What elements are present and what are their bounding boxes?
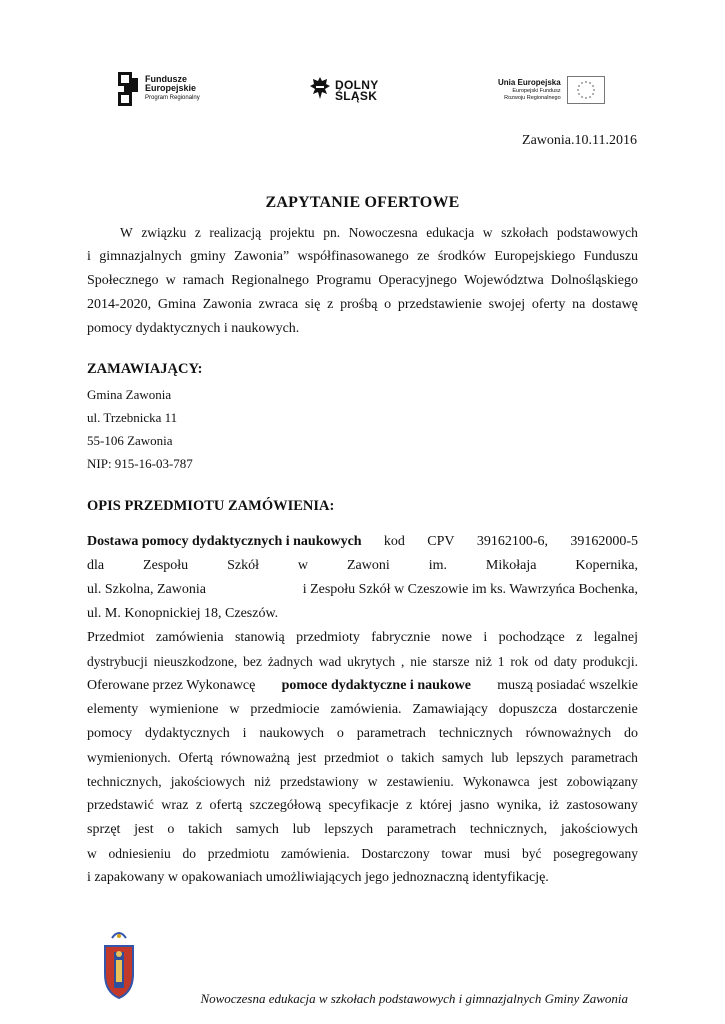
opis-p2-line-2-w3: żadnych bbox=[267, 654, 313, 669]
opis-p2-line-6-w10: parametrach bbox=[571, 750, 638, 765]
opis-p2-line-6-w2: równoważną bbox=[220, 750, 290, 765]
opis-p2-line-2-w4: wad bbox=[318, 654, 342, 669]
opis-line-2-w3: w bbox=[297, 558, 309, 573]
opis-p2-line-4 bbox=[87, 698, 638, 722]
intro-line-1-w3: realizacją bbox=[209, 225, 262, 240]
footer-text: Nowoczesna edukacja w szkołach podstawowych i gimnazjalnych Gminy Zawonia bbox=[200, 991, 628, 1006]
ds-logo-line2: ŚLĄSK bbox=[335, 88, 378, 103]
intro-line-4-w1: Gmina bbox=[157, 297, 197, 312]
fundusze-europejskie-mark-icon bbox=[118, 72, 140, 106]
opis-p2-line-9-w6: lepszych bbox=[324, 822, 374, 837]
intro-line-3-w0: Społecznego bbox=[87, 273, 159, 288]
opis-p2-line-8-w10: iż bbox=[548, 798, 559, 813]
opis-p2-line-9-w2: o bbox=[167, 822, 175, 837]
opis-p2-line-4-w7: dostarczenie bbox=[567, 702, 638, 717]
intro-line-4-w6: prośbą bbox=[340, 297, 378, 312]
opis-p2-line-1-w9: legalnej bbox=[593, 630, 638, 645]
intro-line-4-w5: z bbox=[327, 297, 334, 312]
opis-line-2-w7: Kopernika, bbox=[575, 558, 638, 573]
zawonia-coat-of-arms-icon bbox=[100, 930, 138, 1000]
opis-p2-line-7-w5: zestawieniu. bbox=[386, 774, 454, 789]
intro-line-1-w8: w bbox=[482, 225, 493, 240]
opis-p2-line-9-w8: technicznych, bbox=[469, 822, 548, 837]
opis-line-1-w2: 39162100-6, bbox=[476, 534, 548, 549]
opis-p2-line-4-w5: Zamawiający bbox=[412, 702, 488, 717]
intro-line-1-w7: edukacja bbox=[426, 225, 475, 240]
opis-p2-line-10 bbox=[87, 842, 638, 866]
opis-line-1 bbox=[87, 530, 638, 554]
opis-p2-line-6-w7: samych bbox=[442, 750, 484, 765]
opis-p2-line-1-w4: fabrycznie bbox=[371, 630, 431, 645]
opis-p2-line-2-w12: od bbox=[534, 654, 548, 669]
opis-p2-line-6-w4: przedmiot bbox=[324, 750, 379, 765]
opis-p2-line-5-w1: dydaktycznych bbox=[145, 726, 230, 741]
opis-p2-line-2-w7: nie bbox=[410, 654, 427, 669]
opis-p2-line-5 bbox=[87, 722, 638, 746]
intro-line-2-w0: i bbox=[87, 249, 91, 264]
opis-p2-line-7-w2: niż bbox=[254, 774, 271, 789]
opis-p2-line-9-w9: jakościowych bbox=[560, 822, 638, 837]
ue-logo-line1: Unia Europejska bbox=[498, 78, 561, 87]
opis-p2-line-10-w7: musi bbox=[483, 846, 511, 861]
opis-p2-line-7-w0: technicznych, bbox=[87, 774, 162, 789]
intro-line-4-w7: o bbox=[384, 297, 392, 312]
opis-p2-line-7 bbox=[87, 770, 638, 794]
opis-p2-line-2-w11: rok bbox=[510, 654, 529, 669]
intro-line-2-w2: gminy bbox=[189, 249, 226, 264]
opis-heading-block bbox=[87, 494, 638, 518]
opis-p2-line-11: i zapakowany w opakowaniach umożliwiających jego jednoznaczną identyfikację. bbox=[87, 870, 549, 885]
opis-p2-line-8-w9: wynika, bbox=[496, 798, 542, 813]
intro-line-2-w6: środków bbox=[437, 249, 487, 264]
intro-line-1 bbox=[87, 221, 638, 245]
zamawiajacy-section bbox=[87, 357, 638, 381]
logo-bar bbox=[0, 70, 725, 110]
zamawiajacy-nip: NIP: 915-16-03-787 bbox=[87, 456, 193, 471]
opis-p2-line-6-w0: wymienionych. bbox=[87, 750, 171, 765]
opis-p2-line-7-w1: jakościowych bbox=[170, 774, 245, 789]
opis-p2-line-10-w2: do bbox=[182, 846, 197, 861]
opis-p2-line-7-w3: przedstawiony bbox=[279, 774, 359, 789]
opis-line-3-w0: ul. Szkolna, Zawonia bbox=[87, 582, 206, 597]
opis-p2-line-5-w7: równoważnych bbox=[525, 726, 612, 741]
opis-p2-line-1-w8: z bbox=[576, 630, 583, 645]
opis-line-1-w3: 39162000-5 bbox=[570, 534, 638, 549]
opis-p2-line-10-w3: przedmiotu bbox=[207, 846, 270, 861]
opis-p2-line-1-w2: stanowią bbox=[234, 630, 285, 645]
opis-p2-line-10-w4: zamówienia. bbox=[281, 846, 350, 861]
opis-p2-line-3-c: muszą posiadać wszelkie bbox=[497, 678, 638, 693]
intro-line-3-w7: Dolnośląskiego bbox=[550, 273, 638, 288]
opis-p2-line-8-w4: szczegółową bbox=[249, 798, 322, 813]
opis-line-2-w4: Zawoni bbox=[346, 558, 390, 573]
opis-p2-line-8 bbox=[87, 794, 638, 818]
opis-p2-line-4-w2: w bbox=[229, 702, 240, 717]
intro-line-3-w4: Programu bbox=[316, 273, 372, 288]
opis-p2-line-6-w5: o bbox=[386, 750, 394, 765]
opis-p2-line-4-w6: dopuszcza bbox=[498, 702, 558, 717]
opis-p2-line-2-w13: daty bbox=[553, 654, 577, 669]
opis-p2-line-10-w6: towar bbox=[441, 846, 473, 861]
zamawiajacy-city: 55-106 Zawonia bbox=[87, 433, 173, 448]
unia-europejska-logo bbox=[498, 76, 605, 104]
intro-line-2-w1: gimnazjalnych bbox=[99, 249, 182, 264]
intro-line-3-w3: Regionalnego bbox=[231, 273, 309, 288]
eagle-icon bbox=[310, 76, 330, 105]
intro-line-2-w8: Funduszu bbox=[583, 249, 638, 264]
intro-line-4-w9: swojej bbox=[488, 297, 526, 312]
opis-p2-line-1 bbox=[87, 626, 638, 650]
opis-p2-line-8-w11: zastosowany bbox=[566, 798, 638, 813]
opis-line-2-w1: Zespołu bbox=[143, 558, 189, 573]
opis-p2-line-4-w4: zamówienia. bbox=[330, 702, 402, 717]
opis-p2-line-8-w2: z bbox=[195, 798, 203, 813]
ds-logo-line1: DOLNY bbox=[335, 77, 379, 92]
zamawiajacy-street: ul. Trzebnicka 11 bbox=[87, 410, 178, 425]
opis-p2-line-8-w8: jasno bbox=[459, 798, 490, 813]
opis-p2-line-6-w1: Ofertą bbox=[178, 750, 213, 765]
opis-p2-line-7-w6: Wykonawca bbox=[462, 774, 530, 789]
opis-p2-line-6-w6: takich bbox=[401, 750, 435, 765]
opis-p2-line-2-w1: nieuszkodzone, bbox=[153, 654, 238, 669]
opis-line-2-w5: im. bbox=[428, 558, 447, 573]
opis-p2-line-5-w8: do bbox=[624, 726, 638, 741]
opis-p2-line-7-w7: jest bbox=[538, 774, 558, 789]
zamawiajacy-details bbox=[87, 383, 638, 475]
intro-line-1-w9: szkołach bbox=[501, 225, 549, 240]
eu-flag-icon bbox=[567, 76, 605, 104]
opis-p2-line-5-w5: parametrach bbox=[356, 726, 426, 741]
opis-p2-line-3-a: Oferowane przez Wykonawcę bbox=[87, 678, 256, 693]
opis-p2-line-7-w4: w bbox=[367, 774, 378, 789]
opis-line-3-w1: i Zespołu Szkół w Czeszowie im ks. Wawrzyńca Bochenka, bbox=[302, 582, 638, 597]
opis-p2-line-3 bbox=[87, 674, 638, 698]
intro-line-4-w2: Zawonia bbox=[202, 297, 252, 312]
intro-line-2 bbox=[87, 245, 638, 269]
intro-line-4-w4: się bbox=[304, 297, 321, 312]
opis-p2-line-8-w3: ofertą bbox=[209, 798, 243, 813]
intro-line-3-w5: Operacyjnego bbox=[378, 273, 457, 288]
intro-line-1-w0: W bbox=[120, 225, 133, 240]
opis-p2-line-10-w9: posegregowany bbox=[553, 846, 638, 861]
intro-line-4 bbox=[87, 293, 638, 317]
ue-logo-line3: Rozwoju Regionalnego bbox=[504, 95, 561, 101]
opis-line-1-w0: kod bbox=[383, 534, 405, 549]
opis-p2-line-6 bbox=[87, 746, 638, 770]
opis-p2-line-1-w0: Przedmiot bbox=[87, 630, 145, 645]
intro-line-1-w4: projektu bbox=[269, 225, 315, 240]
opis-p2-line-2-w0: dystrybucji bbox=[87, 654, 148, 669]
opis-p2-line-8-w7: której bbox=[419, 798, 453, 813]
intro-line-4-w0: 2014-2020, bbox=[87, 297, 152, 312]
opis-p2-line-5-w0: pomocy bbox=[87, 726, 133, 741]
intro-line-3-w6: Województwa bbox=[464, 273, 544, 288]
fundusze-europejskie-logo bbox=[118, 72, 200, 106]
opis-p2-line-4-w0: elementy bbox=[87, 702, 139, 717]
opis-p2-line-2-w6: , bbox=[401, 654, 405, 669]
opis-line-2-w2: Szkół bbox=[227, 558, 259, 573]
opis-p2-line-7-w8: zobowiązany bbox=[566, 774, 638, 789]
opis-p2-line-10-w0: w bbox=[87, 846, 97, 861]
opis-p2-line-2-w2: bez bbox=[243, 654, 262, 669]
intro-line-5: pomocy dydaktycznych i naukowych. bbox=[87, 321, 300, 336]
intro-line-2-w5: ze bbox=[417, 249, 430, 264]
ue-logo-line2: Europejski Fundusz bbox=[512, 88, 561, 94]
intro-line-3-w1: w bbox=[165, 273, 176, 288]
opis-p2-line-8-w0: przedstawić bbox=[87, 798, 154, 813]
opis-p2-line-9-w3: takich bbox=[188, 822, 223, 837]
opis-line-2 bbox=[87, 554, 638, 578]
opis-p2-line-5-w2: i bbox=[242, 726, 247, 741]
opis-p2-line-5-w6: technicznych bbox=[438, 726, 513, 741]
intro-line-4-w8: przedstawienie bbox=[397, 297, 482, 312]
opis-line-4: ul. M. Konopnickiej 18, Czeszów. bbox=[87, 606, 279, 621]
opis-line-2-w0: dla bbox=[87, 558, 105, 573]
opis-p2-line-2 bbox=[87, 650, 638, 674]
intro-line-2-w4: współfinasowanego bbox=[297, 249, 409, 264]
opis-p2-line-9-w0: sprzęt bbox=[87, 822, 121, 837]
opis-line-1-w1: CPV bbox=[427, 534, 455, 549]
opis-p2-line-1-w1: zamówienia bbox=[155, 630, 224, 645]
opis-p2-line-2-w10: 1 bbox=[497, 654, 505, 669]
intro-line-1-w2: z bbox=[194, 225, 201, 240]
intro-paragraph bbox=[87, 221, 638, 341]
opis-p2-line-6-w9: lepszych bbox=[516, 750, 564, 765]
opis-p2-line-4-w3: przedmiocie bbox=[250, 702, 320, 717]
opis-p2-line-8-w5: specyfikacje bbox=[328, 798, 399, 813]
opis-p2-line-6-w8: lub bbox=[491, 750, 509, 765]
opis-p2-line-2-w14: produkcji. bbox=[582, 654, 638, 669]
intro-line-4-w12: dostawę bbox=[592, 297, 638, 312]
opis-p2-line-5-w3: naukowych bbox=[259, 726, 324, 741]
opis-p2-line-1-w7: pochodzące bbox=[498, 630, 565, 645]
intro-line-4-w3: zwraca bbox=[258, 297, 299, 312]
opis-paragraph bbox=[87, 530, 638, 890]
opis-p2-line-2-w5: ukrytych bbox=[347, 654, 396, 669]
opis-line-3 bbox=[87, 578, 638, 602]
opis-p2-line-9 bbox=[87, 818, 638, 842]
opis-p2-line-1-w5: nowe bbox=[441, 630, 472, 645]
fe-logo-line3: Program Regionalny bbox=[145, 95, 200, 101]
opis-p2-line-8-w1: wraz bbox=[161, 798, 189, 813]
intro-line-3 bbox=[87, 269, 638, 293]
intro-line-1-w5: pn. bbox=[323, 225, 341, 240]
dolny-slask-logo bbox=[310, 76, 379, 105]
zamawiajacy-heading: ZAMAWIAJĄCY: bbox=[87, 361, 203, 377]
intro-line-1-w1: związku bbox=[141, 225, 187, 240]
intro-line-4-w10: oferty bbox=[531, 297, 566, 312]
fe-logo-line1: Fundusze bbox=[145, 74, 187, 84]
document-date: Zawonia.10.11.2016 bbox=[522, 133, 637, 148]
opis-p2-line-10-w1: odniesieniu bbox=[108, 846, 171, 861]
opis-p2-line-9-w1: jest bbox=[134, 822, 154, 837]
intro-line-2-w3: Zawonia” bbox=[234, 249, 290, 264]
opis-p2-line-3-bold: pomoce dydaktyczne i naukowe bbox=[281, 678, 472, 693]
opis-p2-line-9-w4: samych bbox=[236, 822, 279, 837]
opis-p2-line-9-w7: parametrach bbox=[386, 822, 457, 837]
intro-line-1-w10: podstawowych bbox=[556, 225, 638, 240]
intro-line-3-w2: ramach bbox=[182, 273, 225, 288]
opis-p2-line-4-w1: wymienione bbox=[149, 702, 219, 717]
document-title: ZAPYTANIE OFERTOWE bbox=[265, 194, 460, 211]
intro-line-2-w7: Europejskiego bbox=[494, 249, 576, 264]
opis-p2-line-1-w6: i bbox=[483, 630, 488, 645]
opis-heading: OPIS PRZEDMIOTU ZAMÓWIENIA: bbox=[87, 498, 335, 514]
intro-line-4-w11: na bbox=[572, 297, 586, 312]
opis-p2-line-6-w3: jest bbox=[297, 750, 317, 765]
opis-p2-line-2-w8: starsze bbox=[432, 654, 470, 669]
zamawiajacy-name: Gmina Zawonia bbox=[87, 387, 172, 402]
intro-line-1-w6: Nowoczesna bbox=[348, 225, 418, 240]
opis-line-2-w6: Mikołaja bbox=[485, 558, 537, 573]
fe-logo-line2: Europejskie bbox=[145, 83, 197, 93]
opis-line-1-bold: Dostawa pomocy dydaktycznych i naukowych bbox=[87, 534, 362, 549]
opis-p2-line-8-w6: z bbox=[405, 798, 413, 813]
opis-p2-line-1-w3: przedmioty bbox=[296, 630, 360, 645]
opis-p2-line-10-w8: być bbox=[521, 846, 542, 861]
opis-p2-line-5-w4: o bbox=[336, 726, 344, 741]
opis-p2-line-9-w5: lub bbox=[292, 822, 311, 837]
opis-p2-line-10-w5: Dostarczony bbox=[361, 846, 430, 861]
opis-p2-line-2-w9: niż bbox=[475, 654, 492, 669]
